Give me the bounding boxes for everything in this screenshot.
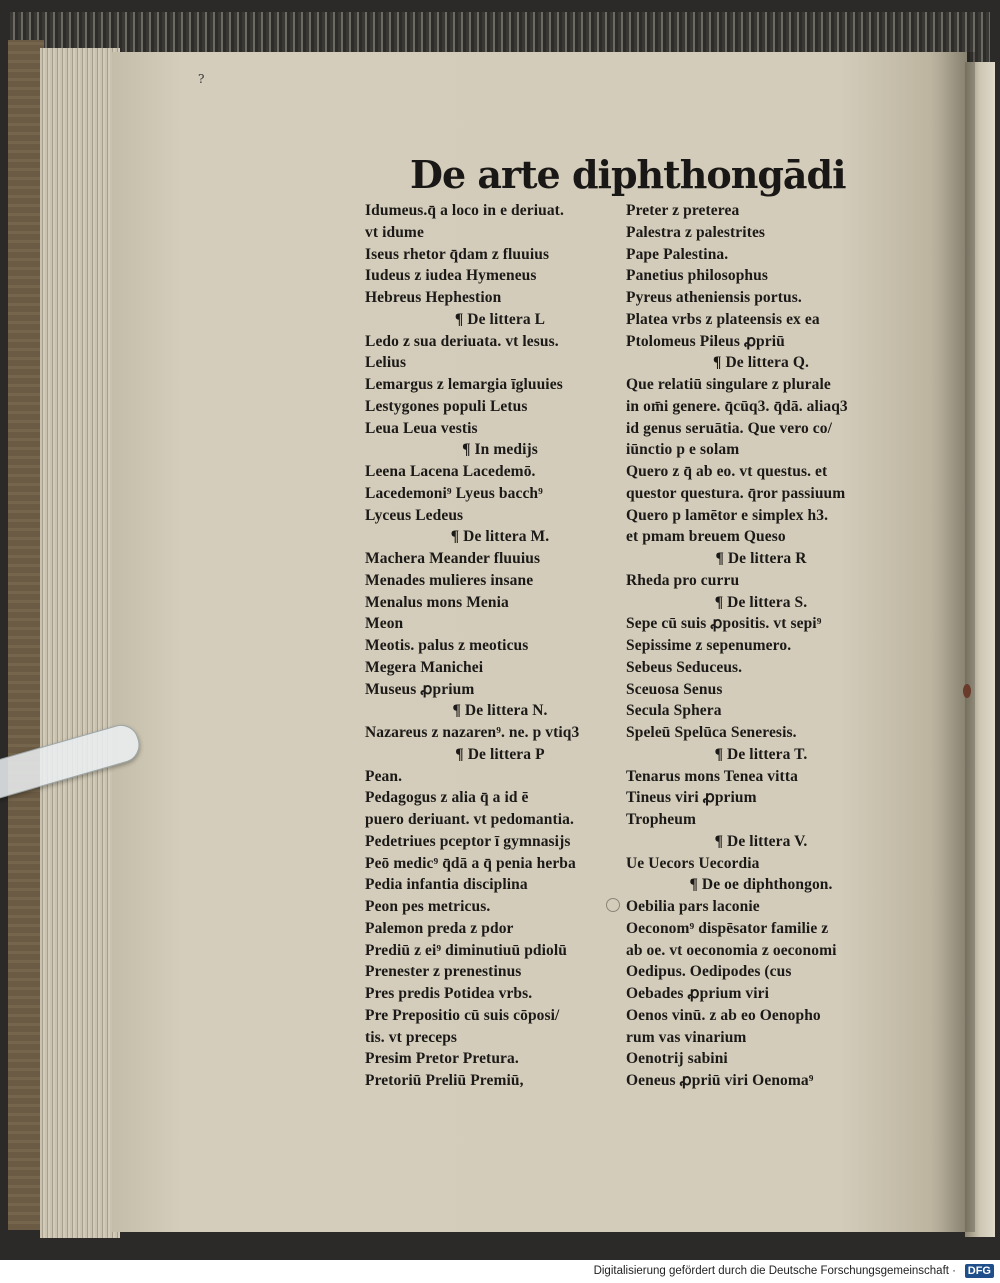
right-column-line: rum vas vinarium xyxy=(626,1028,747,1046)
right-column-line: ¶ De oe diphthongon. xyxy=(689,876,833,894)
right-column-line: ¶ De littera T. xyxy=(714,745,808,763)
right-column-line: Que relatiū singulare z plurale xyxy=(626,376,831,393)
left-column-line: ¶ De littera M. xyxy=(450,528,550,546)
right-column-line: Platea vrbs z plateensis ex ea xyxy=(626,310,820,328)
left-column-line: Iseus rhetor q̄dam z fluuius xyxy=(365,245,550,263)
right-column-line: in om̄i genere. q̄cūq3. q̄dā. aliaq3 xyxy=(626,397,848,415)
right-column-line: Sepissime z sepenumero. xyxy=(626,637,792,654)
right-column-line: iūnctio p e solam xyxy=(626,441,740,459)
left-column-line: Leua Leua vestis xyxy=(365,419,478,437)
right-column-line: questor questura. q̄ror passiuum xyxy=(626,484,846,502)
right-column xyxy=(626,200,916,1092)
left-column-line: Pre Prepositio cū suis cōposi/ xyxy=(365,1006,560,1024)
right-column-line: Sceuosa Senus xyxy=(626,680,723,698)
left-column-line: Pedetriues pceptor ī gymnasijs xyxy=(365,832,571,850)
left-column-line: Prenester z prenestinus xyxy=(365,963,522,981)
right-column-line: Pyreus atheniensis portus. xyxy=(626,289,802,306)
left-column-line: Peon pes metricus. xyxy=(365,898,491,915)
left-column-line: Pean. xyxy=(365,767,403,785)
left-column-line: Meotis. palus z meoticus xyxy=(365,637,529,654)
right-column-line: Pape Palestina. xyxy=(626,245,729,263)
left-column-line: Pres predis Potidea vrbs. xyxy=(365,985,533,1002)
right-column-line: Oeconom⁹ dispēsator familie z xyxy=(626,919,829,937)
book-cover xyxy=(8,40,44,1230)
right-column-line: Oedipus. Oedipodes (cus xyxy=(626,963,792,981)
left-column-line: Pretoriū Preliū Premiū, xyxy=(365,1072,524,1089)
right-column-line: Secula Sphera xyxy=(626,702,722,720)
left-column-line: Pedia infantia disciplina xyxy=(365,876,528,894)
left-column-line: Machera Meander fluuius xyxy=(365,550,541,567)
left-column xyxy=(365,200,655,1092)
right-column-line: Preter z preterea xyxy=(626,202,740,219)
footer-credit: Digitalisierung gefördert durch die Deutsche Forschungsgemeinschaft · xyxy=(593,1265,956,1277)
left-column-line: Lelius xyxy=(365,354,407,372)
right-column-line: Rheda pro curru xyxy=(626,571,740,589)
left-column-line: Iudeus z iudea Hymeneus xyxy=(365,267,537,285)
left-column-line: Idumeus.q̄ a loco in e deriuat. xyxy=(365,202,564,219)
left-column-line: Megera Manichei xyxy=(365,658,484,676)
footer-bar xyxy=(0,1260,1000,1283)
page-stack-edge xyxy=(40,48,120,1238)
right-column-line: Speleū Spelūca Seneresis. xyxy=(626,724,797,741)
right-column-line: Panetius philosophus xyxy=(626,267,768,285)
right-column-line: Ue Uecors Uecordia xyxy=(626,854,760,872)
right-column-line: Sepe cū suis ꝓpositis. vt sepi⁹ xyxy=(626,615,822,633)
page-heading: De arte diphthongādi xyxy=(410,152,846,197)
left-column-line: Lyceus Ledeus xyxy=(365,506,464,524)
right-column-line: Oenotrij sabini xyxy=(626,1050,728,1068)
right-column-line: Sebeus Seduceus. xyxy=(626,658,743,676)
left-column-line: puero deriuant. vt pedomantia. xyxy=(365,811,574,828)
right-column-line: ¶ De littera V. xyxy=(714,832,808,850)
spine-shadow xyxy=(930,52,975,1232)
left-column-line: Menalus mons Menia xyxy=(365,593,509,611)
right-column-line: Oebilia pars laconie xyxy=(626,898,760,915)
left-column-line: Hebreus Hephestion xyxy=(365,289,502,306)
left-column-line: Pedagogus z alia q̄ a id ē xyxy=(365,789,529,807)
left-column-line: Lestygones populi Letus xyxy=(365,397,528,415)
right-column-line: Quero z q̄ ab eo. vt questus. et xyxy=(626,463,828,480)
right-column-line: Ptolomeus Pileus ꝓpriū xyxy=(626,332,785,350)
left-column-line: vt idume xyxy=(365,223,424,241)
folio-mark: ? xyxy=(198,72,205,86)
ink-spot xyxy=(963,684,971,698)
left-column-line: Lacedemoni⁹ Lyeus bacch⁹ xyxy=(365,484,543,502)
left-column-line: Menades mulieres insane xyxy=(365,571,534,589)
right-column-line: id genus seruātia. Que vero co/ xyxy=(626,419,833,437)
left-column-line: Nazareus z nazaren⁹. ne. p vtiq3 xyxy=(365,724,580,741)
left-column-line: tis. vt preceps xyxy=(365,1028,458,1046)
left-column-line: Meon xyxy=(365,615,404,633)
left-column-line: Peō medic⁹ q̄dā a q̄ penia herba xyxy=(365,854,576,872)
right-column-line: Oeneus ꝓpriū viri Oenoma⁹ xyxy=(626,1072,814,1089)
left-column-line: Prediū z ei⁹ diminutiuū pdiolū xyxy=(365,941,568,959)
right-column-line: Tropheum xyxy=(626,811,696,828)
right-column-line: Tineus viri ꝓprium xyxy=(626,789,757,807)
right-column-line: Tenarus mons Tenea vitta xyxy=(626,767,798,785)
right-column-line: ¶ De littera R xyxy=(715,550,807,567)
dfg-logo: DFG xyxy=(965,1264,994,1278)
left-column-line: ¶ De littera P xyxy=(455,745,545,763)
left-column-line: ¶ In medijs xyxy=(462,441,538,459)
right-column-line: et pmam breuem Queso xyxy=(626,528,786,546)
left-column-line: ¶ De littera N. xyxy=(452,702,548,720)
left-column-line: Lemargus z lemargia īgluuies xyxy=(365,376,563,393)
right-column-line: ¶ De littera Q. xyxy=(713,354,809,372)
left-column-line: Palemon preda z pdor xyxy=(365,919,514,937)
right-column-line: Oebades ꝓprium viri xyxy=(626,985,770,1002)
left-column-line: Presim Pretor Pretura. xyxy=(365,1050,519,1068)
left-column-line: Museus ꝓprium xyxy=(365,680,475,698)
right-column-line: ¶ De littera S. xyxy=(714,593,808,611)
right-column-line: Palestra z palestrites xyxy=(626,223,766,241)
left-column-line: Leena Lacena Lacedemō. xyxy=(365,463,536,480)
right-column-line: Oenos vinū. z ab eo Oenopho xyxy=(626,1006,821,1024)
right-column-line: ab oe. vt oeconomia z oeconomi xyxy=(626,941,837,959)
right-column-line: Quero p lamētor e simplex h3. xyxy=(626,506,829,524)
left-column-line: Ledo z sua deriuata. vt lesus. xyxy=(365,332,559,350)
left-column-line: ¶ De littera L xyxy=(454,310,546,328)
